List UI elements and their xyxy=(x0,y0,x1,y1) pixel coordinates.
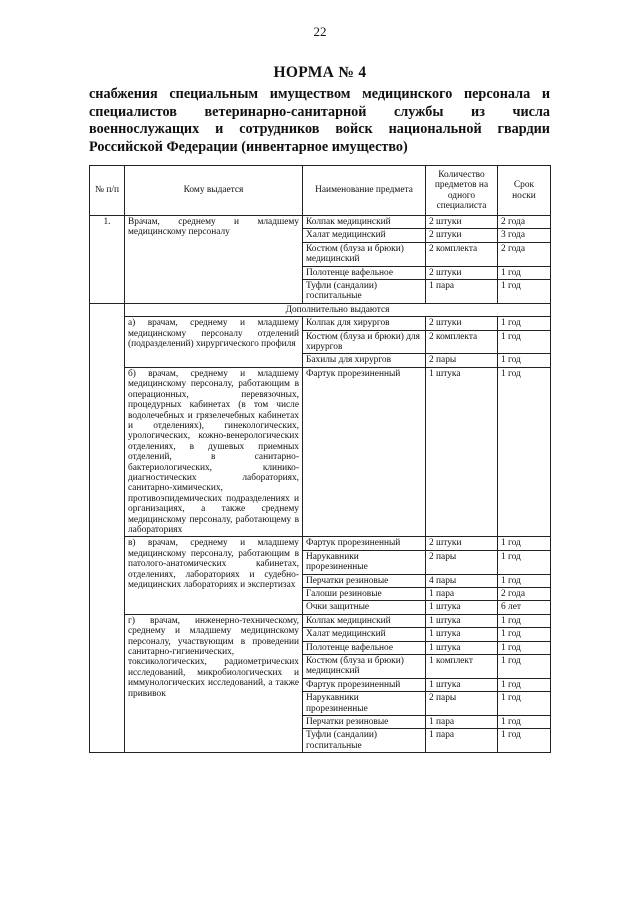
item-cell: Колпак медицинский xyxy=(303,216,426,229)
qty-cell: 2 пары xyxy=(426,354,498,367)
item-cell: Нарукавники прорезиненные xyxy=(303,692,426,716)
item-cell: Фартук прорезиненный xyxy=(303,678,426,691)
header-row xyxy=(90,166,551,216)
item-cell: Костюм (блуза и брюки) медицинский xyxy=(303,655,426,679)
qty-cell: 1 штука xyxy=(426,628,498,641)
qty-cell: 1 пара xyxy=(426,588,498,601)
group-b-recipient: б) врачам, среднему и младшему медицинскому персоналу, работающим в операционных, перевязочных, процедурных кабинетах (в том числе водолечебных и грязелечебных кабинетах и отделениях), гинекологических, урологических, кожно-венерологических отделениях, в душевых приемных отделений, в санитарно-бактериологических, клинико-диагностических лабораториях, санитарно-химических, противоэпидемических подразделениях и организациях, а также среднему медицинскому персоналу, работающему в лабораториях xyxy=(125,367,303,537)
term-cell: 1 год xyxy=(498,550,551,574)
term-cell: 1 год xyxy=(498,716,551,729)
table-row xyxy=(90,216,551,229)
item-cell: Костюм (блуза и брюки) медицинский xyxy=(303,242,426,266)
item-cell: Галоши резиновые xyxy=(303,588,426,601)
qty-cell: 2 штуки xyxy=(426,317,498,330)
item-cell: Туфли (сандалии) госпитальные xyxy=(303,280,426,304)
document-subtitle xyxy=(89,86,550,156)
item-cell: Полотенце вафельное xyxy=(303,266,426,279)
item-cell: Колпак для хирургов xyxy=(303,317,426,330)
qty-cell: 2 пары xyxy=(426,692,498,716)
qty-cell: 1 комплект xyxy=(426,655,498,679)
table-row xyxy=(90,614,551,627)
group-d-recipient: г) врачам, инженерно-техническому, среднему и младшему медицинскому персоналу, участвующим в проведении санитарно-гигиенических, токсикологических, радиометрических исследований, микробиологических и иммунологических исследований, а также прививок xyxy=(125,614,303,752)
header-term: Срок носки xyxy=(498,166,551,216)
term-cell: 1 год xyxy=(498,678,551,691)
qty-cell: 1 штука xyxy=(426,641,498,654)
qty-cell: 1 штука xyxy=(426,678,498,691)
qty-cell: 1 штука xyxy=(426,367,498,537)
item-cell: Колпак медицинский xyxy=(303,614,426,627)
term-cell: 1 год xyxy=(498,317,551,330)
norm-table xyxy=(89,165,551,753)
qty-cell: 2 штуки xyxy=(426,537,498,550)
subtitle-line: специалистов ветеринарно-санитарной службы из числа xyxy=(89,103,550,120)
term-cell: 1 год xyxy=(498,354,551,367)
term-cell: 1 год xyxy=(498,628,551,641)
section-number: 1. xyxy=(90,216,125,304)
table-row xyxy=(90,317,551,330)
subtitle-line: снабжения специальным имуществом медицинского персонала и xyxy=(89,86,550,102)
item-cell: Очки защитные xyxy=(303,601,426,614)
qty-cell: 2 комплекта xyxy=(426,330,498,354)
qty-cell: 1 штука xyxy=(426,601,498,614)
qty-cell: 2 штуки xyxy=(426,266,498,279)
item-cell: Перчатки резиновые xyxy=(303,574,426,587)
item-cell: Фартук прорезиненный xyxy=(303,367,426,537)
term-cell: 1 год xyxy=(498,574,551,587)
term-cell: 1 год xyxy=(498,614,551,627)
item-cell: Халат медицинский xyxy=(303,628,426,641)
qty-cell: 1 пара xyxy=(426,729,498,753)
qty-cell: 2 штуки xyxy=(426,216,498,229)
term-cell: 1 год xyxy=(498,655,551,679)
term-cell: 1 год xyxy=(498,641,551,654)
term-cell: 1 год xyxy=(498,266,551,279)
term-cell: 2 года xyxy=(498,588,551,601)
empty-num-cell xyxy=(90,303,125,752)
header-item: Наименование предмета xyxy=(303,166,426,216)
section-recipient: Врачам, среднему и младшему медицинскому персоналу xyxy=(125,216,303,304)
item-cell: Нарукавники прорезиненные xyxy=(303,550,426,574)
item-cell: Костюм (блуза и брюки) для хирургов xyxy=(303,330,426,354)
subtitle-line: военнослужащих и сотрудников войск национальной гвардии xyxy=(89,121,550,137)
term-cell: 1 год xyxy=(498,692,551,716)
header-num: № п/п xyxy=(90,166,125,216)
group-c-recipient: в) врачам, среднему и младшему медицинскому персоналу, работающим в патолого-анатомических кабинетах, отделениях, лабораториях и судебно-медицинских лабораториях и экспертизах xyxy=(125,537,303,614)
qty-cell: 2 пары xyxy=(426,550,498,574)
term-cell: 1 год xyxy=(498,330,551,354)
term-cell: 2 года xyxy=(498,242,551,266)
term-cell: 1 год xyxy=(498,537,551,550)
term-cell: 1 год xyxy=(498,729,551,753)
item-cell: Полотенце вафельное xyxy=(303,641,426,654)
term-cell: 1 год xyxy=(498,280,551,304)
qty-cell: 2 комплекта xyxy=(426,242,498,266)
qty-cell: 1 штука xyxy=(426,614,498,627)
term-cell: 2 года xyxy=(498,216,551,229)
term-cell: 1 год xyxy=(498,367,551,537)
qty-cell: 1 пара xyxy=(426,280,498,304)
group-a-recipient: а) врачам, среднему и младшему медицинскому персоналу отделений (подразделений) хирургического профиля xyxy=(125,317,303,368)
document-title: НОРМА № 4 xyxy=(273,64,367,81)
table-row xyxy=(90,537,551,550)
item-cell: Фартук прорезиненный xyxy=(303,537,426,550)
table-row xyxy=(90,303,551,316)
page-number: 22 xyxy=(313,24,327,39)
qty-cell: 1 пара xyxy=(426,716,498,729)
header-recipient: Кому выдается xyxy=(125,166,303,216)
item-cell: Бахилы для хирургов xyxy=(303,354,426,367)
item-cell: Туфли (сандалии) госпитальные xyxy=(303,729,426,753)
term-cell: 3 года xyxy=(498,229,551,242)
header-qty: Количество предметов на одного специалиста xyxy=(426,166,498,216)
subtitle-line: Российской Федерации (инвентарное имущество) xyxy=(89,138,408,155)
table-row xyxy=(90,367,551,537)
item-cell: Перчатки резиновые xyxy=(303,716,426,729)
term-cell: 6 лет xyxy=(498,601,551,614)
qty-cell: 2 штуки xyxy=(426,229,498,242)
item-cell: Халат медицинский xyxy=(303,229,426,242)
qty-cell: 4 пары xyxy=(426,574,498,587)
additional-header: Дополнительно выдаются xyxy=(125,303,551,316)
